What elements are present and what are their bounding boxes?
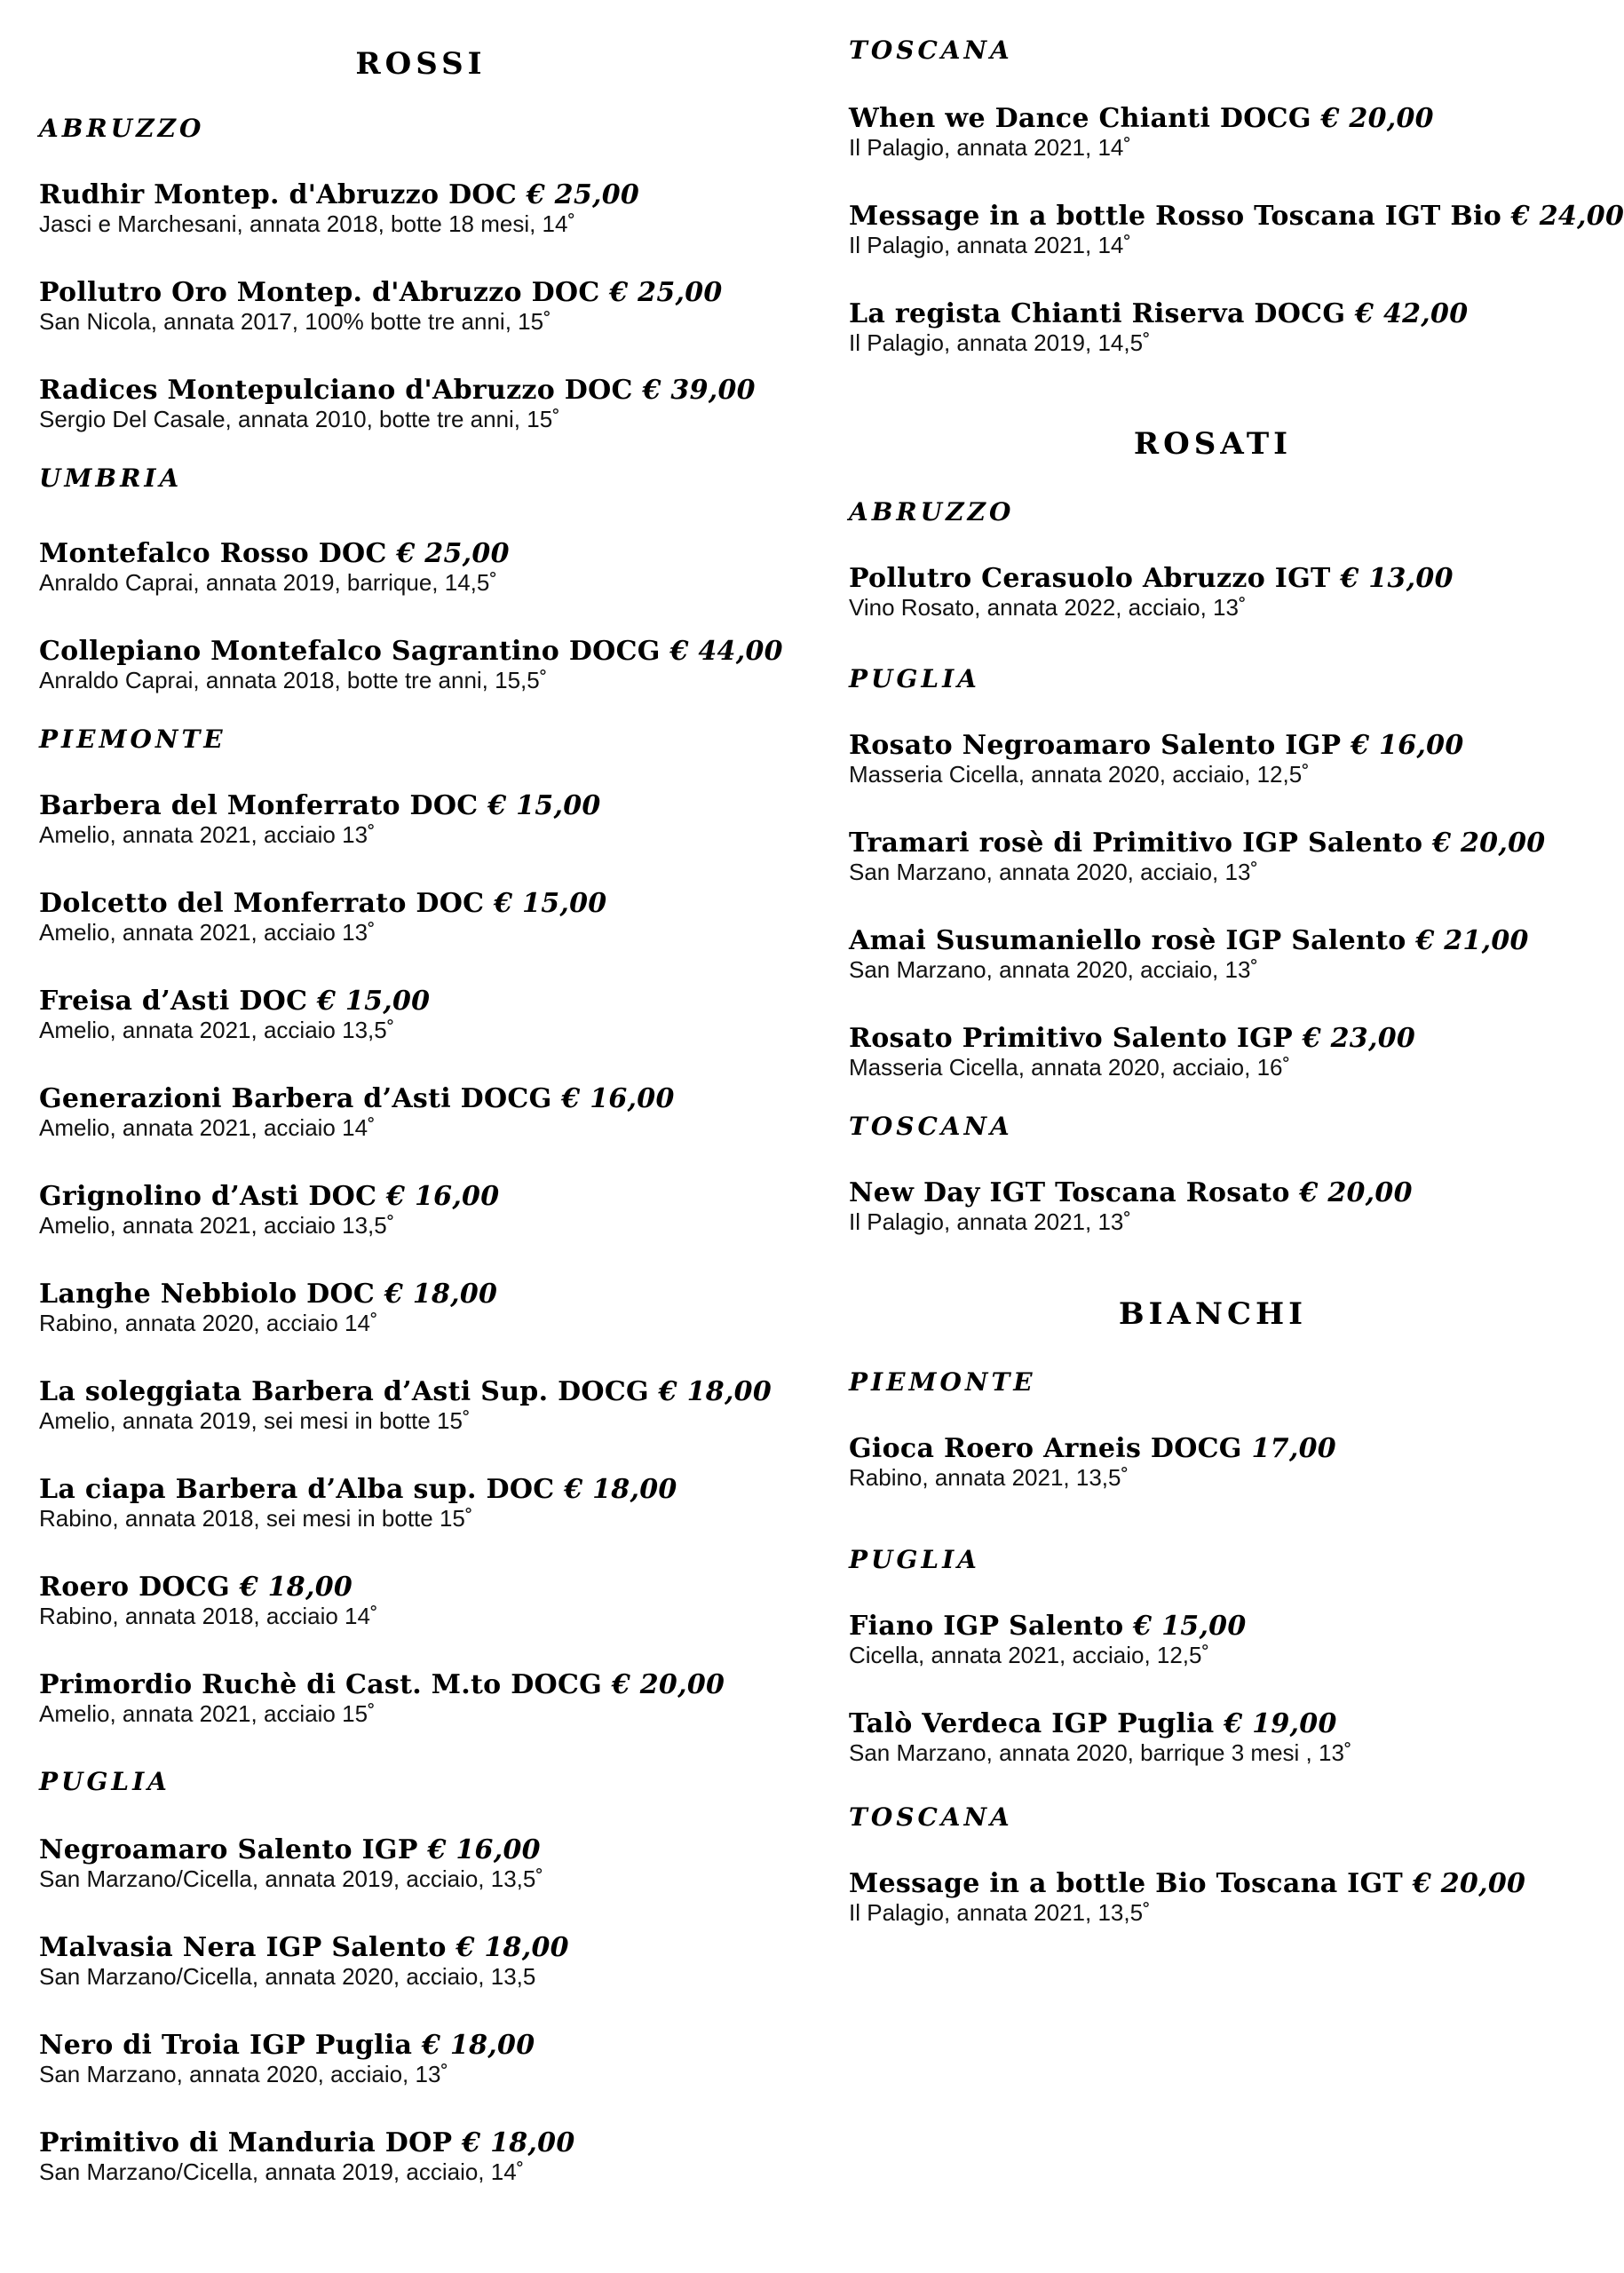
wine-price: € 44,00	[669, 636, 783, 667]
region-heading-umbria: UMBRIA	[39, 463, 183, 493]
wine-detail: San Marzano/Cicella, annata 2019, acciaio, 14˚	[39, 2158, 525, 2185]
wine-detail: San Marzano, annata 2020, acciaio, 13˚	[39, 2061, 449, 2087]
wine-price: € 15,00	[494, 888, 607, 919]
wine-price: € 18,00	[456, 1932, 569, 1963]
wine-name: Generazioni Barbera d’Asti DOCG	[39, 1083, 552, 1114]
wine-name: Negroamaro Salento IGP	[39, 1834, 418, 1865]
wine-item	[39, 375, 756, 433]
wine-name-line	[849, 925, 1529, 956]
wine-item	[39, 1083, 675, 1142]
wine-name-line	[849, 103, 1434, 134]
region-heading-piemonte: PIEMONTE	[849, 1367, 1036, 1397]
wine-detail: Rabino, annata 2018, acciaio 14˚	[39, 1603, 378, 1629]
wine-item	[39, 1669, 725, 1728]
wine-name-line	[39, 986, 430, 1017]
wine-detail: Anraldo Caprai, annata 2018, botte tre anni, 15,5˚	[39, 667, 548, 693]
wine-item	[39, 1572, 378, 1630]
wine-item	[39, 2127, 575, 2186]
wine-item	[39, 277, 723, 336]
wine-name-line	[39, 179, 639, 210]
region-heading-puglia: PUGLIA	[849, 1545, 980, 1574]
wine-price: € 21,00	[1415, 925, 1529, 956]
wine-name: Langhe Nebbiolo DOC	[39, 1279, 376, 1310]
wine-price: € 20,00	[1320, 103, 1434, 134]
wine-name: Radices Montepulciano d'Abruzzo DOC	[39, 375, 633, 406]
wine-price: € 20,00	[1432, 828, 1546, 859]
wine-name: Gioca Roero Arneis DOCG	[849, 1433, 1242, 1464]
wine-price: € 18,00	[658, 1376, 772, 1407]
wine-name-line	[849, 828, 1545, 859]
wine-name: Amai Susumaniello rosè IGP Salento	[849, 925, 1406, 956]
wine-detail: Masseria Cicella, annata 2020, acciaio, 16˚	[849, 1054, 1291, 1081]
wine-item	[39, 1834, 543, 1893]
wine-item	[849, 925, 1529, 984]
region-heading-abruzzo: ABRUZZO	[39, 114, 205, 143]
wine-detail: Il Palagio, annata 2019, 14,5˚	[849, 329, 1151, 356]
wine-detail: Amelio, annata 2021, acciaio 13,5˚	[39, 1212, 395, 1239]
wine-detail: Vino Rosato, annata 2022, acciaio, 13˚	[849, 594, 1247, 621]
wine-price: € 20,00	[611, 1669, 725, 1700]
wine-name-line	[849, 1868, 1525, 1899]
wine-price: € 15,00	[487, 790, 601, 821]
wine-detail: Rabino, annata 2020, acciaio 14˚	[39, 1310, 378, 1336]
wine-detail: San Marzano, annata 2020, acciaio, 13˚	[849, 956, 1259, 983]
wine-detail: Rabino, annata 2018, sei mesi in botte 15˚	[39, 1505, 473, 1532]
wine-name-line	[39, 1669, 725, 1700]
wine-price: € 18,00	[462, 2127, 575, 2158]
wine-item	[849, 730, 1464, 788]
wine-name-line	[39, 1376, 772, 1407]
wine-detail: Amelio, annata 2021, acciaio 13˚	[39, 821, 376, 848]
wine-name: Primordio Ruchè di Cast. M.to DOCG	[39, 1669, 603, 1700]
section-title-rosati: ROSATI	[1133, 426, 1293, 462]
wine-name-line	[39, 375, 756, 406]
wine-name-line	[39, 1834, 543, 1865]
section-title-bianchi: BIANCHI	[1118, 1296, 1308, 1332]
wine-name: Talò Verdeca IGP Puglia	[849, 1708, 1215, 1739]
wine-item	[39, 636, 783, 694]
wine-detail: Il Palagio, annata 2021, 14˚	[849, 232, 1132, 258]
wine-name-line	[39, 1083, 675, 1114]
wine-detail: Sergio Del Casale, annata 2010, botte tre anni, 15˚	[39, 406, 560, 432]
wine-detail: San Marzano/Cicella, annata 2020, acciaio, 13,5	[39, 1963, 536, 1990]
wine-price: € 25,00	[526, 179, 640, 210]
wine-name-line	[39, 636, 783, 667]
wine-price: € 16,00	[386, 1181, 500, 1212]
wine-item	[849, 1023, 1415, 1081]
wine-name: Collepiano Montefalco Sagrantino DOCG	[39, 636, 661, 667]
wine-price: € 19,00	[1224, 1708, 1337, 1739]
wine-price: € 25,00	[396, 538, 510, 569]
wine-detail: Amelio, annata 2019, sei mesi in botte 15˚	[39, 1407, 471, 1434]
wine-name-line	[849, 201, 1624, 232]
wine-name: Rudhir Montep. d'Abruzzo DOC	[39, 179, 517, 210]
wine-price: € 24,00	[1510, 201, 1624, 232]
wine-name: Barbera del Monferrato DOC	[39, 790, 479, 821]
wine-item	[39, 986, 430, 1044]
region-heading-toscana: TOSCANA	[849, 1112, 1013, 1141]
wine-detail: Anraldo Caprai, annata 2019, barrique, 14,5˚	[39, 569, 498, 596]
wine-name-line	[849, 730, 1464, 761]
wine-name: Tramari rosè di Primitivo IGP Salento	[849, 828, 1423, 859]
wine-name-line	[39, 1932, 569, 1963]
wine-price: € 18,00	[564, 1474, 677, 1505]
wine-name-line	[849, 1433, 1336, 1464]
wine-price: € 15,00	[317, 986, 431, 1017]
wine-name-line	[849, 1708, 1352, 1739]
wine-name: Primitivo di Manduria DOP	[39, 2127, 453, 2158]
wine-item	[39, 2030, 535, 2088]
wine-name: Message in a bottle Rosso Toscana IGT Bio	[849, 201, 1502, 232]
wine-name-line	[39, 790, 601, 821]
wine-name: Pollutro Cerasuolo Abruzzo IGT	[849, 563, 1331, 594]
wine-detail: Cicella, annata 2021, acciaio, 12,5˚	[849, 1642, 1210, 1668]
wine-name-line	[39, 277, 723, 308]
wine-name-line	[849, 1023, 1415, 1054]
wine-item	[849, 1611, 1247, 1669]
wine-price: € 16,00	[561, 1083, 675, 1114]
wine-name-line	[39, 888, 606, 919]
wine-price: € 23,00	[1302, 1023, 1416, 1054]
wine-name-line	[849, 298, 1468, 329]
wine-item	[849, 1708, 1352, 1767]
wine-price: € 16,00	[427, 1834, 541, 1865]
wine-item	[849, 1433, 1336, 1492]
wine-item	[39, 790, 601, 849]
wine-name: Rosato Primitivo Salento IGP	[849, 1023, 1293, 1054]
region-heading-puglia: PUGLIA	[849, 664, 980, 693]
wine-name-line	[849, 563, 1454, 594]
wine-name: Dolcetto del Monferrato DOC	[39, 888, 485, 919]
wine-name-line	[39, 538, 510, 569]
wine-item	[849, 563, 1454, 622]
wine-name: Nero di Troia IGP Puglia	[39, 2030, 413, 2061]
wine-detail: San Marzano/Cicella, annata 2019, acciaio, 13,5˚	[39, 1865, 544, 1892]
wine-detail: Jasci e Marchesani, annata 2018, botte 18 mesi, 14˚	[39, 210, 576, 237]
wine-detail: Il Palagio, annata 2021, 14˚	[849, 134, 1132, 161]
wine-detail: Amelio, annata 2021, acciaio 13˚	[39, 919, 376, 946]
wine-name: La regista Chianti Riserva DOCG	[849, 298, 1346, 329]
wine-detail: San Marzano, annata 2020, barrique 3 mesi , 13˚	[849, 1739, 1352, 1766]
wine-name: Rosato Negroamaro Salento IGP	[849, 730, 1342, 761]
wine-price: € 18,00	[422, 2030, 535, 2061]
wine-price: € 18,00	[384, 1279, 498, 1310]
wine-item	[39, 1376, 772, 1435]
wine-item	[39, 538, 510, 597]
wine-name: New Day IGT Toscana Rosato	[849, 1177, 1290, 1208]
wine-name-line	[39, 1279, 497, 1310]
wine-detail: San Nicola, annata 2017, 100% botte tre anni, 15˚	[39, 308, 551, 335]
wine-item	[849, 1868, 1525, 1927]
wine-detail: Masseria Cicella, annata 2020, acciaio, 12,5˚	[849, 761, 1310, 788]
wine-item	[39, 1474, 677, 1532]
wine-name-line	[849, 1611, 1247, 1642]
region-heading-toscana: TOSCANA	[849, 36, 1013, 65]
wine-price: € 42,00	[1355, 298, 1469, 329]
wine-item	[39, 1279, 497, 1337]
wine-item	[849, 103, 1434, 162]
wine-name: La ciapa Barbera d’Alba sup. DOC	[39, 1474, 555, 1505]
wine-detail: San Marzano, annata 2020, acciaio, 13˚	[849, 859, 1259, 885]
wine-detail: Il Palagio, annata 2021, 13,5˚	[849, 1899, 1151, 1926]
wine-item	[39, 1932, 569, 1991]
wine-price: € 39,00	[642, 375, 756, 406]
wine-item	[849, 298, 1468, 357]
region-heading-puglia: PUGLIA	[39, 1767, 170, 1796]
wine-detail: Il Palagio, annata 2021, 13˚	[849, 1208, 1132, 1235]
section-title-rossi: ROSSI	[355, 46, 487, 82]
wine-price: € 20,00	[1412, 1868, 1526, 1899]
wine-price: € 16,00	[1351, 730, 1464, 761]
wine-name-line	[39, 1474, 677, 1505]
wine-detail: Rabino, annata 2021, 13,5˚	[849, 1464, 1129, 1491]
wine-name: When we Dance Chianti DOCG	[849, 103, 1311, 134]
wine-name-line	[39, 1572, 378, 1603]
wine-detail: Amelio, annata 2021, acciaio 15˚	[39, 1700, 376, 1727]
wine-name: Pollutro Oro Montep. d'Abruzzo DOC	[39, 277, 600, 308]
region-heading-toscana: TOSCANA	[849, 1802, 1013, 1832]
region-heading-piemonte: PIEMONTE	[39, 725, 226, 754]
wine-item	[39, 1181, 499, 1239]
wine-price: 17,00	[1251, 1433, 1336, 1464]
wine-name: Grignolino d’Asti DOC	[39, 1181, 377, 1212]
wine-name: Message in a bottle Bio Toscana IGT	[849, 1868, 1404, 1899]
wine-name-line	[39, 2030, 535, 2061]
wine-name-line	[39, 2127, 575, 2158]
wine-price: € 13,00	[1340, 563, 1454, 594]
region-heading-abruzzo: ABRUZZO	[849, 497, 1015, 527]
wine-price: € 25,00	[609, 277, 723, 308]
wine-price: € 18,00	[239, 1572, 353, 1603]
wine-name-line	[39, 1181, 499, 1212]
wine-price: € 15,00	[1133, 1611, 1247, 1642]
wine-detail: Amelio, annata 2021, acciaio 13,5˚	[39, 1017, 395, 1043]
wine-name-line	[849, 1177, 1413, 1208]
wine-item	[849, 1177, 1413, 1236]
wine-price: € 20,00	[1299, 1177, 1413, 1208]
wine-item	[39, 888, 606, 946]
wine-item	[39, 179, 639, 238]
wine-detail: Amelio, annata 2021, acciaio 14˚	[39, 1114, 376, 1141]
wine-name: Montefalco Rosso DOC	[39, 538, 387, 569]
wine-name: La soleggiata Barbera d’Asti Sup. DOCG	[39, 1376, 649, 1407]
wine-name: Fiano IGP Salento	[849, 1611, 1124, 1642]
wine-item	[849, 828, 1545, 886]
wine-name: Roero DOCG	[39, 1572, 230, 1603]
wine-item	[849, 201, 1624, 259]
wine-name: Malvasia Nera IGP Salento	[39, 1932, 447, 1963]
wine-name: Freisa d’Asti DOC	[39, 986, 308, 1017]
